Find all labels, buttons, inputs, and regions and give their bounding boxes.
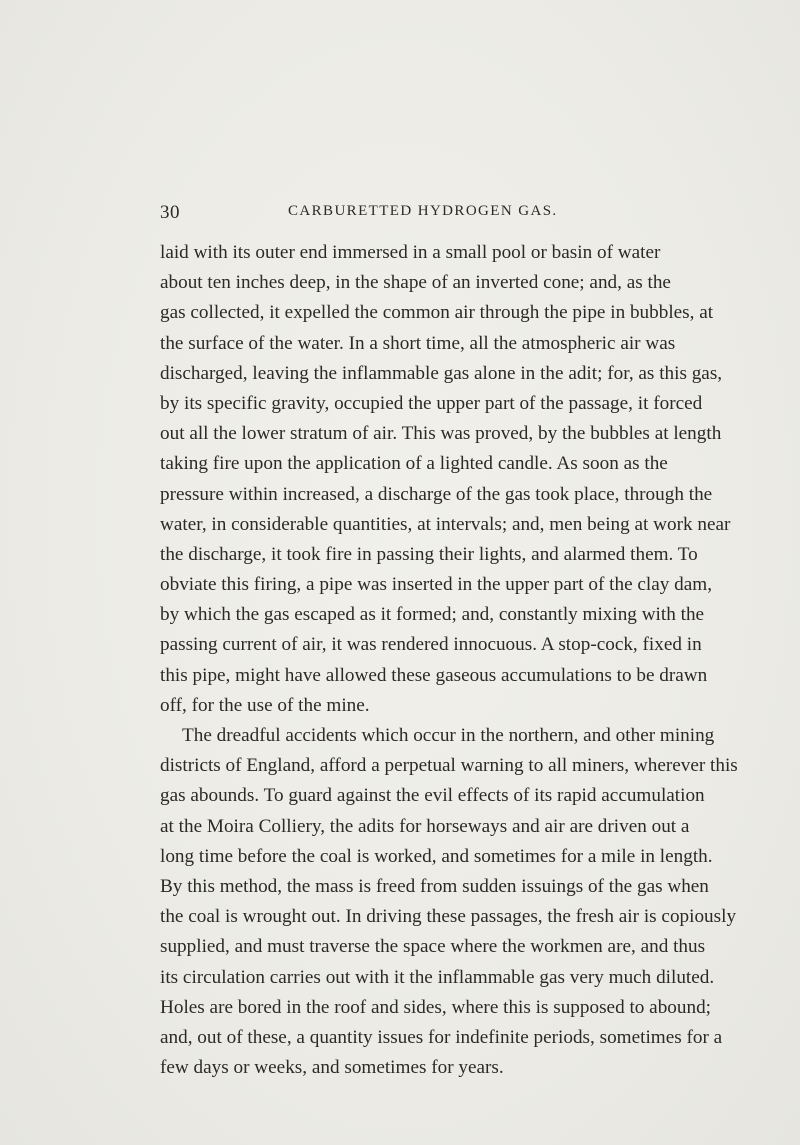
text-line: off, for the use of the mine. — [160, 694, 370, 716]
running-title: CARBURETTED HYDROGEN GAS. — [288, 203, 558, 219]
text-line: taking fire upon the application of a lighted candle. As soon as the — [160, 453, 668, 475]
text-line: the discharge, it took fire in passing their lights, and alarmed them. To — [160, 543, 698, 565]
text-line: the surface of the water. In a short time, all the atmospheric air was — [160, 332, 676, 354]
text-line: its circulation carries out with it the inflammable gas very much diluted. — [160, 966, 715, 988]
paragraph-1 — [160, 238, 731, 721]
text-line: by its specific gravity, occupied the upper part of the passage, it forced — [160, 392, 703, 414]
text-line: By this method, the mass is freed from sudden issuings of the gas when — [160, 875, 709, 897]
text-line: supplied, and must traverse the space where the workmen are, and thus — [160, 936, 706, 958]
text-line: at the Moira Colliery, the adits for horseways and air are driven out a — [160, 815, 690, 837]
text-line: out all the lower stratum of air. This was proved, by the bubbles at length — [160, 423, 722, 445]
text-line: laid with its outer end immersed in a small pool or basin of water — [160, 242, 661, 263]
text-line: districts of England, afford a perpetual warning to all miners, wherever this — [160, 755, 738, 777]
body-text — [160, 238, 738, 1083]
text-line: Holes are bored in the roof and sides, where this is supposed to abound; — [160, 996, 711, 1018]
text-line: about ten inches deep, in the shape of an inverted cone; and, as the — [160, 272, 671, 294]
text-line: water, in considerable quantities, at intervals; and, men being at work near — [160, 513, 731, 535]
text-line: gas abounds. To guard against the evil effects of its rapid accumulation — [160, 785, 705, 807]
paragraph-2 — [160, 721, 738, 1083]
text-line: passing current of air, it was rendered innocuous. A stop-cock, fixed in — [160, 634, 702, 656]
text-line: by which the gas escaped as it formed; and, constantly mixing with the — [160, 604, 705, 626]
text-line: this pipe, might have allowed these gaseous accumulations to be drawn — [160, 664, 708, 686]
text-line: long time before the coal is worked, and sometimes for a mile in length. — [160, 845, 713, 867]
text-line: gas collected, it expelled the common air through the pipe in bubbles, at — [160, 302, 714, 324]
text-line: obviate this firing, a pipe was inserted in the upper part of the clay dam, — [160, 574, 713, 596]
text-line: discharged, leaving the inflammable gas alone in the adit; for, as this gas, — [160, 362, 723, 384]
text-line: pressure within increased, a discharge of the gas took place, through the — [160, 483, 713, 505]
text-line: and, out of these, a quantity issues for indefinite periods, sometimes for a — [160, 1026, 723, 1048]
text-line: the coal is wrought out. In driving these passages, the fresh air is copiously — [160, 906, 737, 928]
text-line: few days or weeks, and sometimes for years. — [160, 1057, 504, 1079]
text-line: The dreadful accidents which occur in the northern, and other mining — [182, 725, 715, 746]
page-number: 30 — [160, 202, 180, 223]
running-head — [160, 202, 650, 224]
